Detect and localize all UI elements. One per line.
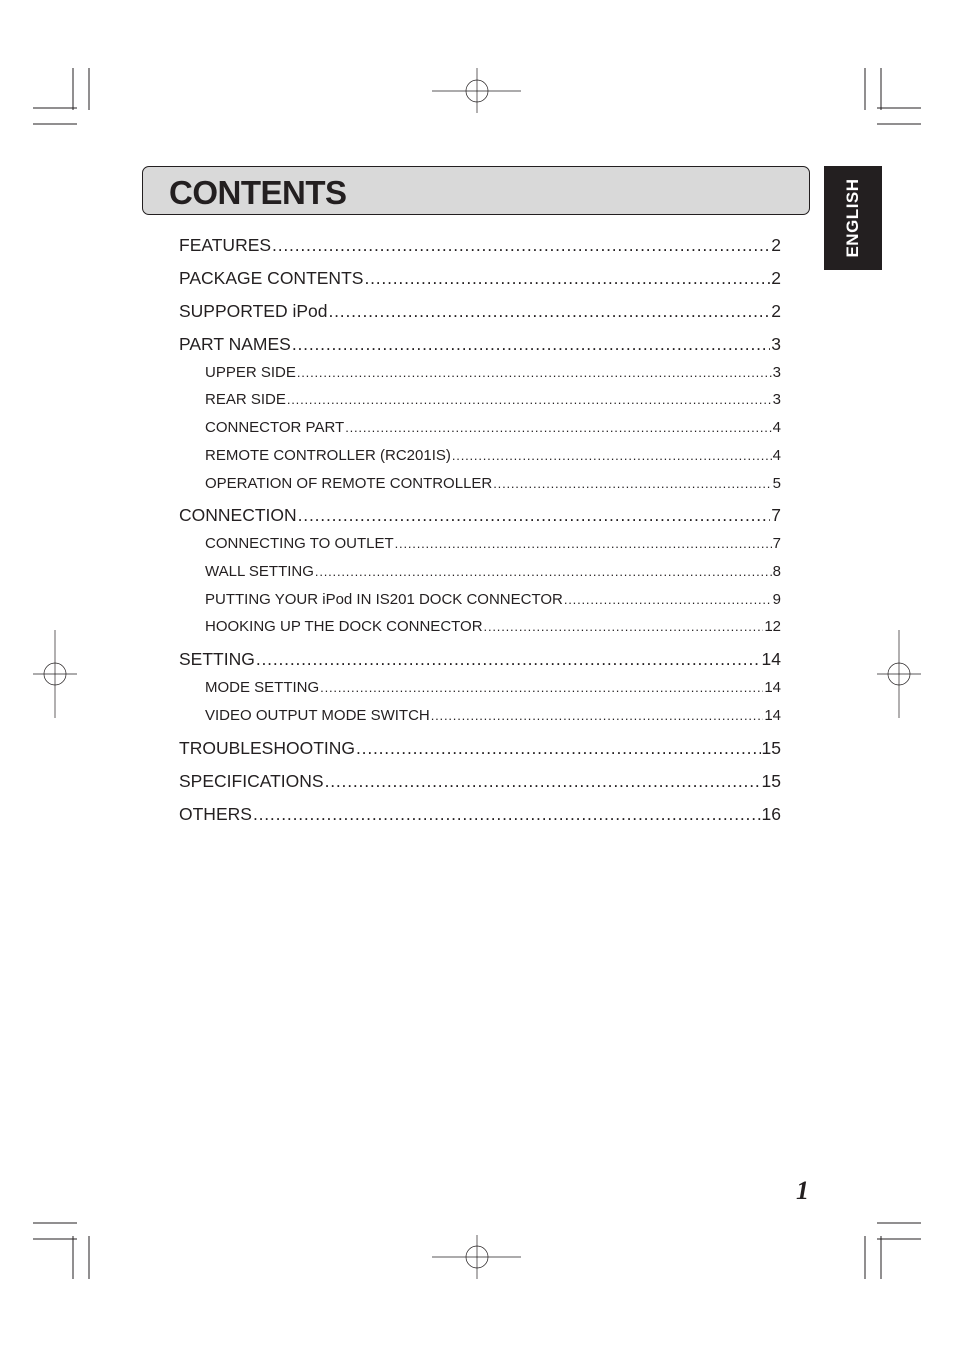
toc-entry-remote-controller[interactable]: [205, 447, 781, 464]
toc-page-number: 3: [772, 391, 781, 408]
toc-entry-title: PUTTING YOUR iPod IN IS201 DOCK CONNECTOR: [205, 591, 563, 608]
toc-page-number: 4: [772, 447, 781, 464]
toc-entry-title: TROUBLESHOOTING: [179, 738, 355, 758]
toc-page-number: 2: [771, 235, 781, 255]
toc-entry-title: MODE SETTING: [205, 679, 320, 696]
toc-entry-title: OPERATION OF REMOTE CONTROLLER: [205, 475, 493, 492]
dot-leader: [292, 334, 770, 355]
dot-leader: [298, 505, 771, 526]
toc-entry-operation-of-remote-controller[interactable]: [205, 475, 781, 492]
toc-entry-title: WALL SETTING: [205, 563, 314, 580]
toc-page-number: 3: [772, 364, 781, 381]
toc-page-number: 7: [771, 505, 781, 525]
toc-page-number: 12: [764, 618, 781, 635]
toc-page-number: 2: [771, 268, 781, 288]
toc-entry-part-names[interactable]: [179, 334, 781, 355]
toc-entry-title: REAR SIDE: [205, 391, 286, 408]
toc-entry-connecting-to-outlet[interactable]: [205, 535, 781, 552]
dot-leader: [287, 391, 772, 408]
toc-entry-title: CONNECTOR PART: [205, 419, 345, 436]
toc-page-number: 9: [772, 591, 781, 608]
toc-page-number: 14: [761, 649, 781, 669]
dot-leader: [325, 771, 761, 792]
page-title: CONTENTS: [169, 174, 347, 211]
dot-leader: [253, 804, 761, 825]
toc-entry-setting[interactable]: [179, 649, 781, 670]
toc-page-number: 15: [761, 738, 781, 758]
toc-entry-upper-side[interactable]: [205, 364, 781, 381]
toc-entry-specifications[interactable]: [179, 771, 781, 792]
toc-entry-features[interactable]: [179, 235, 781, 256]
toc-page-number: 3: [771, 334, 781, 354]
toc-page-number: 14: [764, 707, 781, 724]
toc-entry-title: PART NAMES: [179, 334, 291, 354]
toc-entry-title: UPPER SIDE: [205, 364, 296, 381]
toc-page-number: 5: [772, 475, 781, 492]
toc-entry-connector-part[interactable]: [205, 419, 781, 436]
dot-leader: [315, 563, 772, 580]
toc-entry-putting-your-ipod[interactable]: [205, 591, 781, 608]
toc-entry-title: SPECIFICATIONS: [179, 771, 324, 791]
toc-entry-rear-side[interactable]: [205, 391, 781, 408]
dot-leader: [431, 707, 764, 724]
toc-entry-supported-ipod[interactable]: [179, 301, 781, 322]
toc-page-number: 2: [771, 301, 781, 321]
toc-entry-wall-setting[interactable]: [205, 563, 781, 580]
toc-entry-title: VIDEO OUTPUT MODE SWITCH: [205, 707, 430, 724]
toc-entry-video-output-mode-switch[interactable]: [205, 707, 781, 724]
toc-entry-title: HOOKING UP THE DOCK CONNECTOR: [205, 618, 483, 635]
dot-leader: [320, 679, 763, 696]
toc-page-number: 16: [761, 804, 781, 824]
page-number: 1: [796, 1176, 809, 1205]
dot-leader: [328, 301, 770, 322]
language-tab-label: ENGLISH: [843, 178, 862, 258]
contents-title-box: [142, 166, 810, 215]
toc-entry-title: CONNECTION: [179, 505, 297, 525]
dot-leader: [493, 475, 771, 492]
dot-leader: [364, 268, 770, 289]
toc-entry-mode-setting[interactable]: [205, 679, 781, 696]
toc-page-number: 15: [761, 771, 781, 791]
dot-leader: [256, 649, 761, 670]
language-tab: [824, 166, 882, 270]
dot-leader: [272, 235, 770, 256]
toc-entry-title: CONNECTING TO OUTLET: [205, 535, 394, 552]
toc-entry-hooking-up-dock-connector[interactable]: [205, 618, 781, 635]
dot-leader: [395, 535, 772, 552]
toc-page-number: 4: [772, 419, 781, 436]
dot-leader: [484, 618, 764, 635]
toc-entry-others[interactable]: [179, 804, 781, 825]
toc-page-number: 8: [772, 563, 781, 580]
toc-entry-connection[interactable]: [179, 505, 781, 526]
dot-leader: [297, 364, 772, 381]
dot-leader: [452, 447, 772, 464]
toc-page-number: 14: [764, 679, 781, 696]
dot-leader: [345, 419, 771, 436]
toc-entry-package-contents[interactable]: [179, 268, 781, 289]
toc-page-number: 7: [772, 535, 781, 552]
toc-entry-title: FEATURES: [179, 235, 272, 255]
toc-entry-title: OTHERS: [179, 804, 252, 824]
toc-entry-title: REMOTE CONTROLLER (RC201IS): [205, 447, 451, 464]
toc-entry-title: PACKAGE CONTENTS: [179, 268, 364, 288]
dot-leader: [356, 738, 761, 759]
toc-entry-title: SETTING: [179, 649, 255, 669]
dot-leader: [564, 591, 772, 608]
toc-entry-troubleshooting[interactable]: [179, 738, 781, 759]
toc-entry-title: SUPPORTED iPod: [179, 301, 328, 321]
